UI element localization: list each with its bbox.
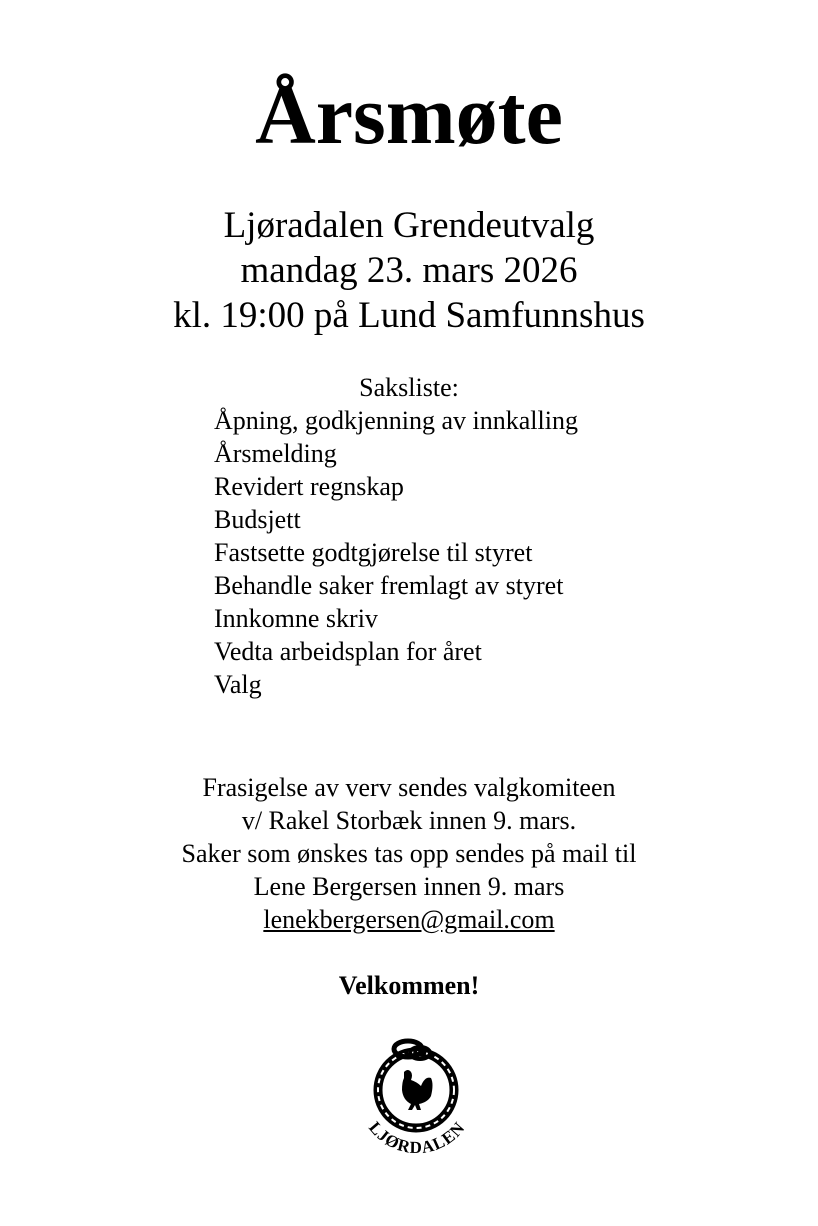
info-line: v/ Rakel Storbæk innen 9. mars.: [241, 806, 577, 835]
agenda-item: Innkomne skriv: [214, 604, 378, 633]
agenda-item: Behandle saker fremlagt av styret: [214, 571, 564, 600]
agenda-item: Budsjett: [214, 505, 301, 534]
welcome-text: Velkommen!: [338, 971, 480, 1000]
email-link[interactable]: lenekbergersen@gmail.com: [263, 905, 555, 934]
info-line: Lene Bergersen innen 9. mars: [253, 872, 565, 901]
agenda-item: Revidert regnskap: [214, 472, 404, 501]
info-section: [0, 771, 818, 936]
ljordalen-logo-icon: [340, 1032, 490, 1162]
agenda-item: Årsmelding: [214, 439, 337, 468]
organization-name: Ljøradalen Grendeutvalg: [223, 205, 595, 246]
meeting-date: mandag 23. mars 2026: [240, 250, 578, 291]
meeting-details: [0, 203, 818, 338]
page-title: Årsmøte: [255, 69, 563, 162]
agenda-item: Vedta arbeidsplan for året: [214, 637, 482, 666]
info-line: Saker som ønskes tas opp sendes på mail til: [181, 839, 637, 868]
meeting-time-location: kl. 19:00 på Lund Samfunnshus: [173, 295, 645, 336]
agenda-item: Fastsette godtgjørelse til styret: [214, 538, 533, 567]
logo-text: LJØRDALEN: [365, 1117, 469, 1158]
agenda-item: Åpning, godkjenning av innkalling: [214, 406, 578, 435]
info-line: Frasigelse av verv sendes valgkomiteen: [202, 773, 616, 802]
agenda-list: [214, 404, 578, 701]
agenda-heading: Saksliste:: [359, 373, 459, 402]
agenda-item: Valg: [214, 670, 262, 699]
